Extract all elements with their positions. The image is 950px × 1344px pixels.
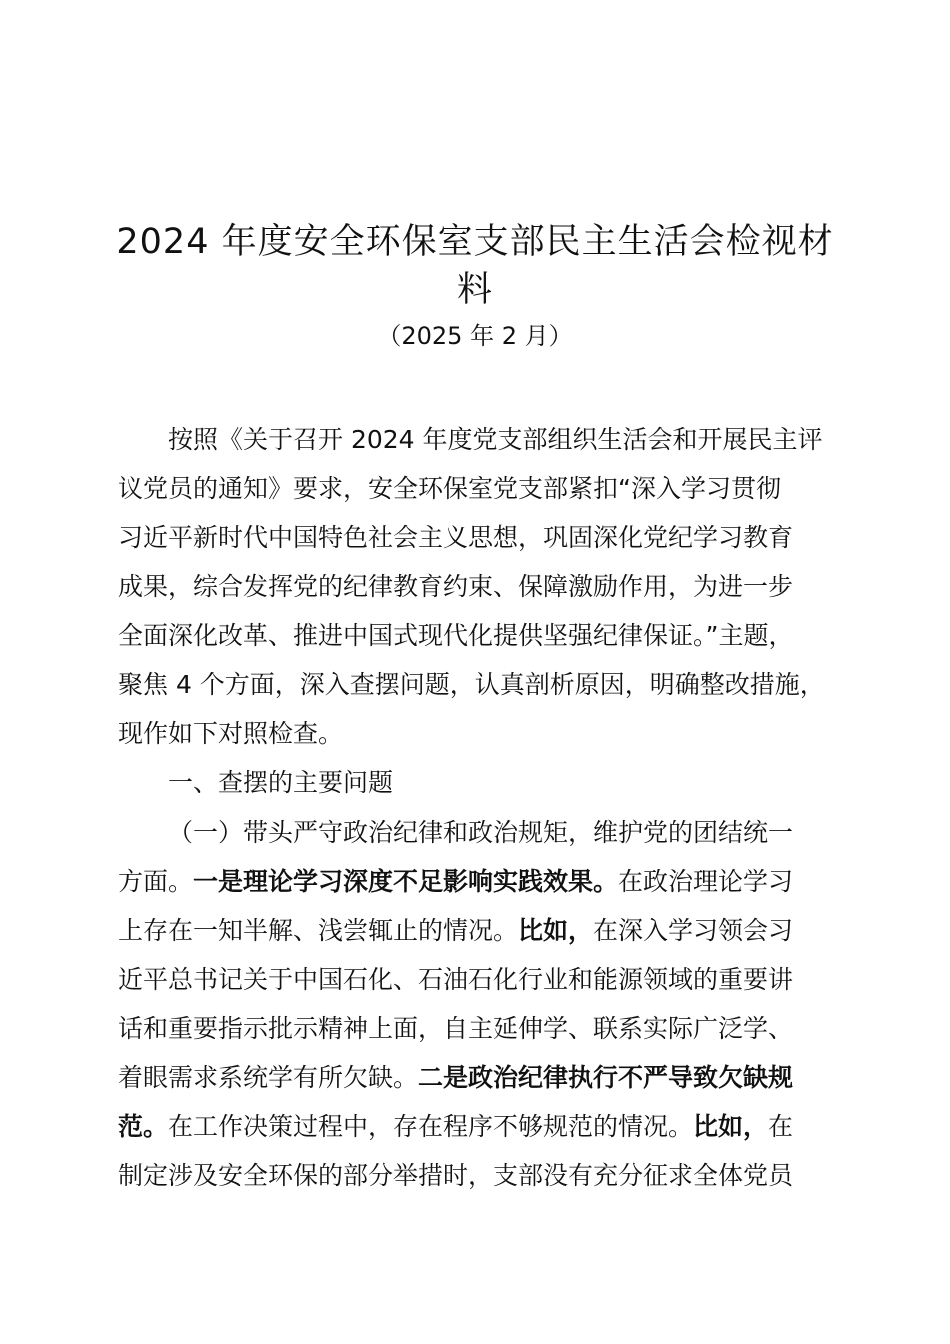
paragraph-line [118, 1062, 858, 1094]
bold-point: 二是政治纪律执行不严导致欠缺规 [418, 1063, 794, 1092]
bold-point: 范。 [118, 1112, 169, 1141]
document-date: （2025 年 2 月） [377, 322, 573, 350]
document-title-line-2: 料 [456, 270, 493, 310]
bold-example: 比如， [518, 916, 594, 945]
paragraph-line: 议党员的通知》要求，安全环保室党支部紧扣“深入学习贯彻 [118, 474, 781, 503]
section-heading: 一、查摆的主要问题 [168, 768, 394, 797]
paragraph-line [118, 1111, 858, 1143]
text-run: 上存在一知半解、浅尝辄止的情况。 [118, 916, 519, 945]
bold-example: 比如， [693, 1112, 769, 1141]
paragraph-line: 聚焦 4 个方面，深入查摆问题，认真剖析原因，明确整改措施， [118, 670, 825, 699]
paragraph-line: 习近平新时代中国特色社会主义思想，巩固深化党纪学习教育 [118, 523, 794, 552]
text-run: 在政治理论学习 [618, 867, 794, 896]
text-run: 在工作决策过程中，存在程序不够规范的情况。 [168, 1112, 694, 1141]
paragraph-line: 全面深化改革、推进中国式现代化提供坚强纪律保证。”主题， [118, 621, 794, 650]
paragraph-line [118, 866, 858, 898]
paragraph-line: 话和重要指示批示精神上面，自主延伸学、联系实际广泛学、 [118, 1014, 794, 1043]
paragraph-line [118, 915, 858, 947]
paragraph-line: 按照《关于召开 2024 年度党支部组织生活会和开展民主评 [168, 425, 823, 454]
text-run: 在 [768, 1112, 794, 1141]
paragraph-line: 近平总书记关于中国石化、石油石化行业和能源领域的重要讲 [118, 965, 794, 994]
text-run: 在深入学习领会习 [593, 916, 794, 945]
paragraph-line: 制定涉及安全环保的部分举措时，支部没有充分征求全体党员 [118, 1161, 794, 1190]
document-title-line-1: 2024 年度安全环保室支部民主生活会检视材 [116, 222, 834, 262]
text-run: 方面。 [118, 867, 194, 896]
text-run: 着眼需求系统学有所欠缺。 [118, 1063, 419, 1092]
subsection-heading: （一）带头严守政治纪律和政治规矩，维护党的团结统一 [168, 818, 794, 847]
paragraph-line: 现作如下对照检查。 [118, 719, 344, 748]
bold-point: 一是理论学习深度不足影响实践效果。 [193, 867, 619, 896]
paragraph-line: 成果，综合发挥党的纪律教育约束、保障激励作用，为进一步 [118, 572, 794, 601]
